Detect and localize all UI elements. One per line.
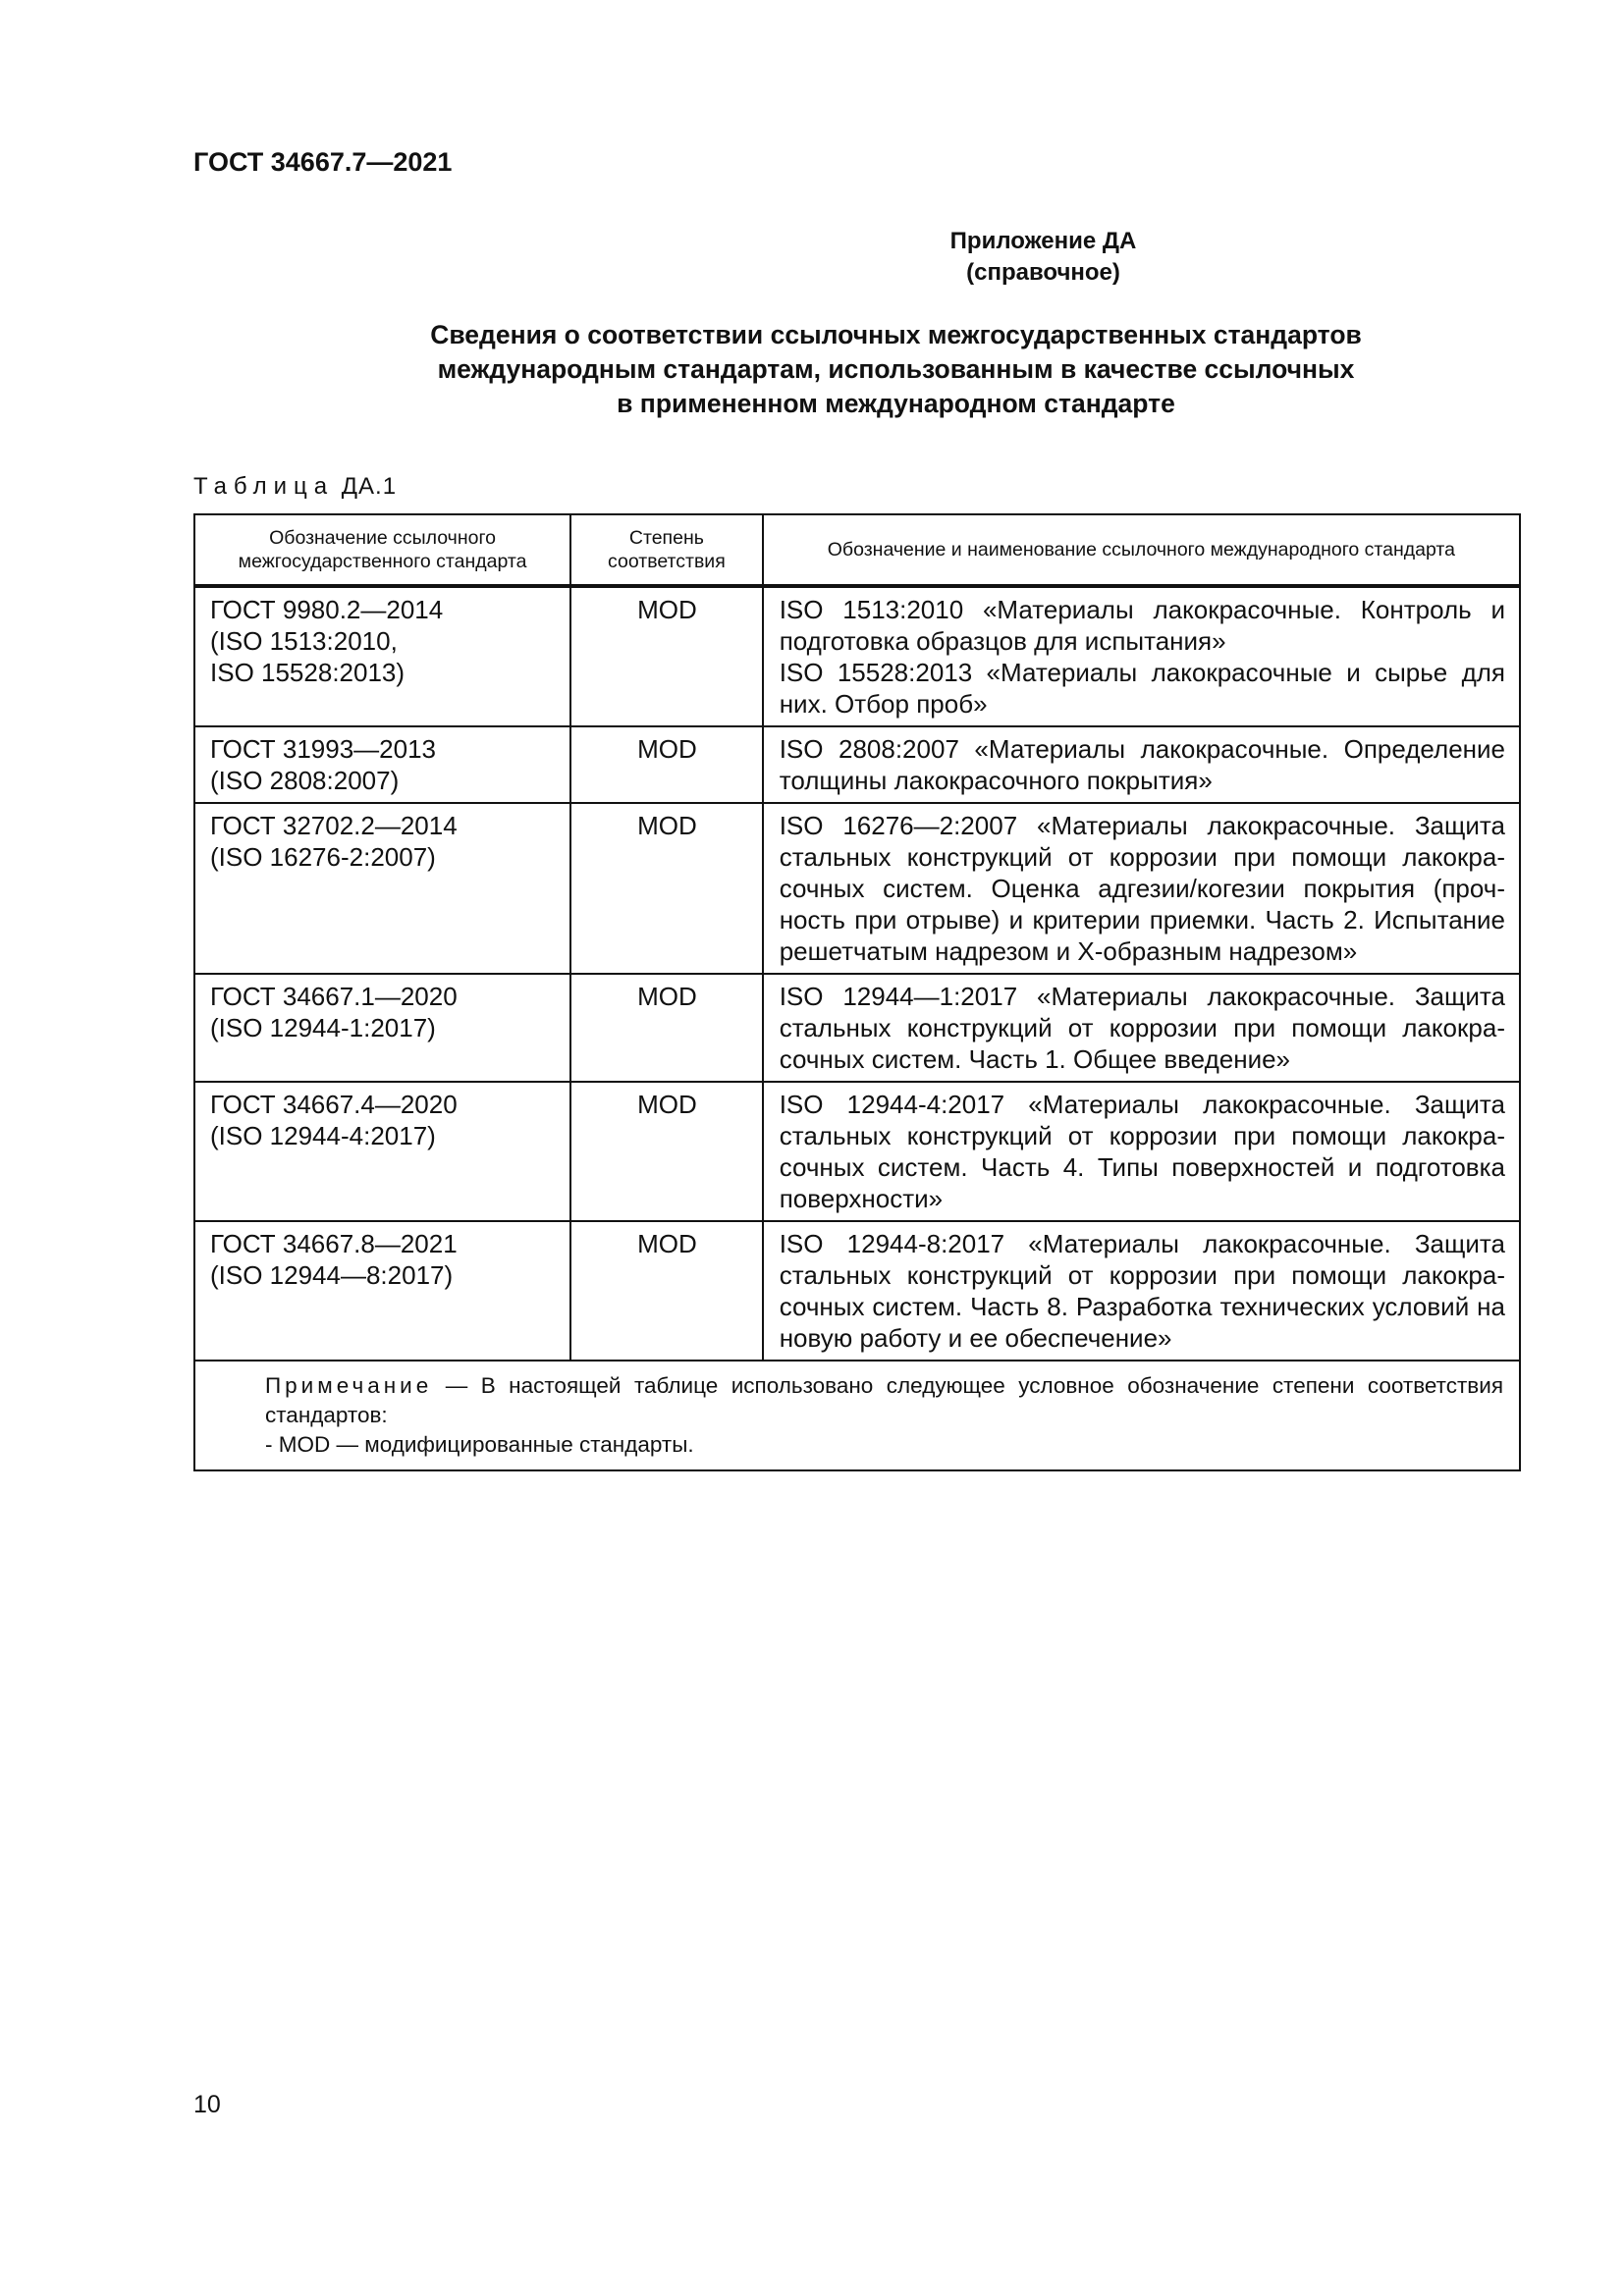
gost-cell	[194, 1082, 570, 1221]
annex-title: Приложение ДА	[949, 228, 1137, 254]
gost-iso-ref: ISO 15528:2013)	[210, 658, 406, 687]
header-iso: Обозначение и наименование ссылочного международного стандарта	[763, 514, 1520, 586]
degree-cell: MOD	[570, 726, 763, 803]
table-header-row	[194, 514, 1520, 586]
degree-cell: MOD	[570, 586, 763, 726]
gost-code: ГОСТ 34667.8—2021	[210, 1229, 458, 1258]
iso-cell	[763, 1082, 1520, 1221]
gost-code: ГОСТ 34667.1—2020	[210, 982, 458, 1011]
gost-code: ГОСТ 31993—2013	[210, 734, 437, 764]
iso-title: ISO 12944-4:2017 «Материалы лакокрасочные. Защита стальных конструкций от коррозии при помощи лакокрасочных систем. Часть 4. Типы поверхностей и подготовка поверхности»	[779, 1090, 1505, 1213]
table-row	[194, 1082, 1520, 1221]
iso-title: ISO 2808:2007 «Материалы лакокрасочные. Определение толщины лакокрасочного покрытия»	[779, 734, 1505, 795]
table-row	[194, 974, 1520, 1082]
section-title-line-2: международным стандартам, использованным в качестве ссылочных	[437, 354, 1355, 384]
note-item: - MOD — модифицированные стандарты.	[265, 1432, 694, 1457]
gost-iso-ref: (ISO 12944-4:2017)	[210, 1121, 436, 1150]
gost-cell	[194, 1221, 570, 1361]
table-label-number: ДА.1	[341, 473, 398, 500]
gost-cell	[194, 803, 570, 974]
section-title	[193, 318, 1520, 421]
gost-code: ГОСТ 9980.2—2014	[210, 595, 444, 624]
table-row	[194, 586, 1520, 726]
gost-iso-ref: (ISO 12944-1:2017)	[210, 1013, 436, 1042]
iso-cell	[763, 803, 1520, 974]
gost-iso-ref: (ISO 12944—8:2017)	[210, 1260, 454, 1290]
gost-iso-ref: (ISO 16276-2:2007)	[210, 842, 436, 872]
note-paragraph	[211, 1371, 1503, 1430]
gost-iso-ref: (ISO 2808:2007)	[210, 766, 400, 795]
degree-cell: MOD	[570, 974, 763, 1082]
degree-cell: MOD	[570, 803, 763, 974]
table-note	[194, 1361, 1520, 1470]
table-row	[194, 803, 1520, 974]
document-code: ГОСТ 34667.7—2021	[193, 147, 453, 177]
iso-title: ISO 1513:2010 «Материалы лакокрасочные. Контроль и подготовка образцов для испытания»	[779, 595, 1505, 656]
iso-title: ISO 15528:2013 «Материалы лакокрасочные и сырье для них. Отбор проб»	[779, 658, 1505, 719]
note-lead: Примечание	[265, 1373, 433, 1398]
gost-iso-ref: (ISO 1513:2010,	[210, 626, 398, 656]
iso-title: ISO 12944—1:2017 «Материалы лакокрасочные. Защита стальных конструкций от коррозии при помощи лакокрасочных систем. Часть 1. Общее введение»	[779, 982, 1505, 1074]
gost-cell	[194, 586, 570, 726]
table-note-row	[194, 1361, 1520, 1470]
iso-cell	[763, 726, 1520, 803]
header-gost: Обозначение ссылочного межгосударственного стандарта	[194, 514, 570, 586]
header-degree: Степень соответствия	[570, 514, 763, 586]
table-row	[194, 726, 1520, 803]
gost-code: ГОСТ 34667.4—2020	[210, 1090, 458, 1119]
section-title-line-1: Сведения о соответствии ссылочных межгосударственных стандартов	[430, 320, 1362, 349]
table-row	[194, 1221, 1520, 1361]
table-label	[193, 473, 397, 501]
correspondence-table	[193, 513, 1521, 1471]
annex-subtitle: (справочное)	[966, 259, 1120, 286]
gost-cell	[194, 974, 570, 1082]
annex-heading	[193, 226, 1520, 289]
section-title-line-3: в примененном международном стандарте	[617, 389, 1175, 418]
page-number: 10	[193, 2091, 221, 2118]
iso-cell	[763, 586, 1520, 726]
gost-code: ГОСТ 32702.2—2014	[210, 811, 458, 840]
iso-title: ISO 16276—2:2007 «Материалы лакокрасочные. Защита стальных конструкций от коррозии при помощи лакокрасочных систем. Оценка адгезии/когезии покрытия (прочность при отрыве) и критерии приемки. Часть 2. Испытание решетчатым надрезом и Х-образным надрезом»	[779, 811, 1505, 966]
degree-cell: MOD	[570, 1221, 763, 1361]
gost-cell	[194, 726, 570, 803]
degree-cell: MOD	[570, 1082, 763, 1221]
iso-title: ISO 12944-8:2017 «Материалы лакокрасочные. Защита стальных конструкций от коррозии при помощи лакокрасочных систем. Часть 8. Разработка технических условий на новую работу и ее обеспечение»	[779, 1229, 1505, 1353]
iso-cell	[763, 1221, 1520, 1361]
table-label-word: Таблица	[193, 473, 335, 500]
iso-cell	[763, 974, 1520, 1082]
note-text: — В настоящей таблице использовано следующее условное обозначение степени соответствия стандартов:	[265, 1373, 1503, 1427]
